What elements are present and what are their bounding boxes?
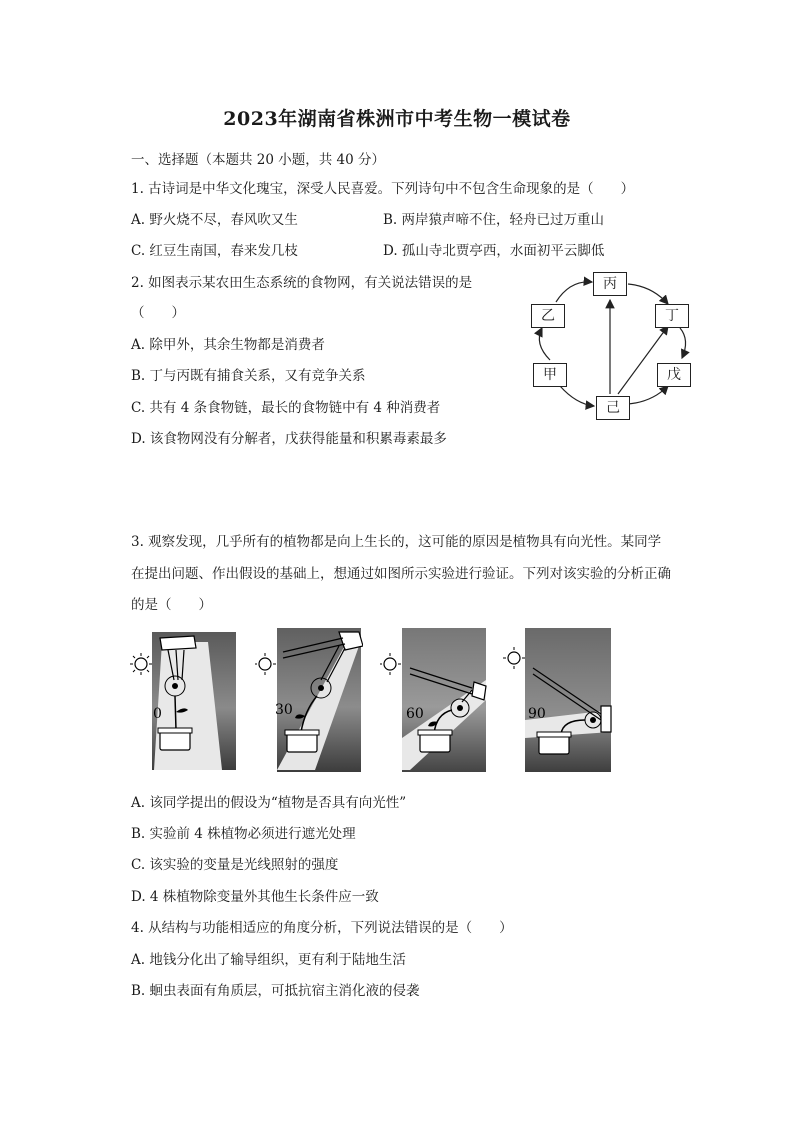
sun-icon (135, 658, 147, 670)
q4-option-b: B. 蛔虫表面有角质层，可抵抗宿主消化液的侵袭 (131, 983, 420, 999)
q3-stem-line3: 的是（ ） (131, 597, 212, 613)
arrow-ding-wu (680, 328, 686, 358)
q1-option-d: D. 孤山寺北贾亭西，水面初平云脚低 (383, 243, 605, 259)
experiment-panel-30 (255, 628, 363, 772)
node-bing: 丙 (593, 272, 627, 296)
q3-option-c: C. 该实验的变量是光线照射的强度 (131, 857, 339, 873)
node-ding: 丁 (655, 304, 689, 328)
q2-option-a: A. 除甲外，其余生物都是消费者 (131, 337, 325, 353)
section-heading: 一、选择题（本题共 20 小题，共 40 分） (131, 152, 386, 168)
node-yi: 乙 (531, 304, 565, 328)
arrow-ji-wu (628, 386, 668, 404)
sun-icon (384, 658, 396, 670)
angle-label-0: 0 (153, 706, 162, 722)
q2-stem-paren: （ ） (131, 305, 185, 321)
sun-icon (508, 652, 520, 664)
q3-stem-line2: 在提出问题、作出假设的基础上，想通过如图所示实验进行验证。下列对该实验的分析正确 (131, 566, 671, 582)
q1-option-c: C. 红豆生南国，春来发几枝 (131, 243, 298, 259)
angle-label-90: 90 (528, 706, 546, 722)
q3-option-b: B. 实验前 4 株植物必须进行遮光处理 (131, 826, 356, 842)
angle-label-60: 60 (406, 706, 424, 722)
arrow-bing-ding (628, 284, 668, 304)
arrow-jia-yi (539, 328, 550, 360)
sun-icon (259, 658, 271, 670)
q4-option-a: A. 地钱分化出了输导组织，更有利于陆地生活 (131, 952, 406, 968)
q1-option-b: B. 两岸猿声啼不住，轻舟已过万重山 (383, 212, 605, 228)
node-ji: 己 (596, 396, 630, 420)
experiment-panel-90 (503, 628, 613, 772)
arrow-jia-ji (560, 386, 594, 406)
q2-option-b: B. 丁与丙既有捕食关系，又有竞争关系 (131, 368, 366, 384)
q2-option-d: D. 该食物网没有分解者，戊获得能量和积累毒素最多 (131, 431, 447, 447)
q2-stem: 2. 如图表示某农田生态系统的食物网，有关说法错误的是 (131, 275, 473, 291)
q3-option-a: A. 该同学提出的假设为“植物是否具有向光性” (131, 795, 407, 811)
node-wu: 戊 (657, 363, 691, 387)
exam-title: 2023年湖南省株洲市中考生物一模试卷 (223, 108, 571, 130)
arrow-yi-bing (556, 282, 592, 302)
node-jia: 甲 (533, 363, 567, 387)
q3-option-d: D. 4 株植物除变量外其他生长条件应一致 (131, 889, 379, 905)
q3-stem-line1: 3. 观察发现，几乎所有的植物都是向上生长的，这可能的原因是植物具有向光性。某同学 (131, 534, 662, 550)
q2-option-c: C. 共有 4 条食物链，最长的食物链中有 4 种消费者 (131, 400, 441, 416)
q1-stem: 1. 古诗词是中华文化瑰宝，深受人民喜爱。下列诗句中不包含生命现象的是（ ） (131, 181, 635, 197)
q4-stem: 4. 从结构与功能相适应的角度分析，下列说法错误的是（ ） (131, 920, 513, 936)
experiment-panel-0 (130, 628, 238, 772)
experiment-panel-60 (380, 628, 488, 772)
q1-option-a: A. 野火烧不尽，春风吹又生 (131, 212, 298, 228)
angle-label-30: 30 (275, 702, 293, 718)
